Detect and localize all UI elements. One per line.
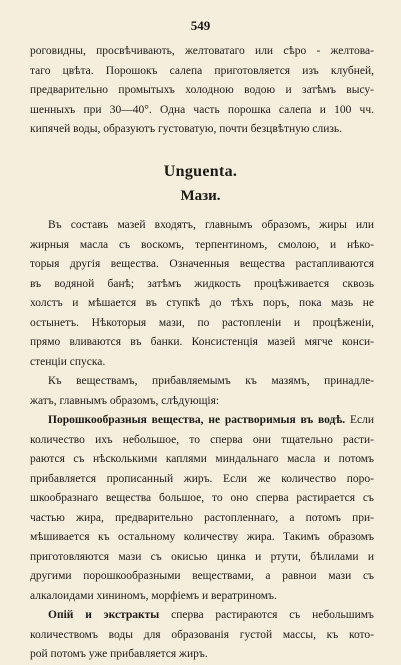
text-line (30, 411, 374, 431)
text-line (30, 509, 374, 529)
line-text: количествомъ воды для образованія густой массы, къ кото- (30, 628, 374, 641)
line-text: мѣшивается къ остальному количеству жира. Такимъ образомъ (30, 531, 374, 543)
intro-paragraph (30, 42, 374, 140)
text-line (30, 567, 374, 587)
line-text: количество ихъ небольшое, то сперва они тщательно расти- (30, 433, 374, 446)
section-subtitle: Мази. (180, 188, 221, 204)
text-line (30, 548, 374, 568)
text-line (30, 372, 374, 392)
line-text: прямо вливаются въ банки. Консистенція мазей мягче конси- (30, 336, 374, 348)
text-line (30, 470, 374, 490)
text-line: предварительно промытыхъ холодною водою и затѣмъ высу- (30, 84, 374, 96)
line-text: прибавляется прописанный жиръ. Если же количество поро- (30, 472, 374, 485)
line-text: частью жира, предварительно растопленнаго, а потомъ при- (30, 511, 374, 524)
text-line: кипячей воды, образуютъ густоватую, почти безцвѣтную слизь. (30, 123, 343, 135)
line-text: приготовляются мази съ окисью цинка и ртути, бѣлилами и (30, 550, 374, 563)
text-line: шенныхъ при 30—40°. Одна часть порошка салепа и 100 чч. (30, 103, 374, 116)
text-line (30, 450, 374, 470)
text-line (30, 353, 374, 373)
line-text: стенціи спуска. (30, 355, 106, 368)
section-title: Unguenta. (163, 163, 238, 180)
line-text: алкалоидами хининомъ, морфіемъ и вератриномъ. (30, 589, 277, 602)
line-text: жатъ, главнымъ образомъ, слѣдующія: (30, 394, 220, 407)
line-text: другими порошкообразными веществами, а равнои мази съ (30, 570, 374, 582)
text-line (30, 294, 374, 314)
text-line (30, 236, 374, 256)
text-line (30, 606, 374, 626)
text-line (30, 333, 374, 353)
text-line (30, 489, 374, 509)
line-text: Въ составъ мазей входятъ, главнымъ образомъ, жиры или (48, 219, 374, 231)
line-text: въ водяной банѣ; затѣмъ жидкость процѣживается сквозь (30, 277, 374, 290)
text-line (30, 431, 374, 451)
line-text: остынетъ. Нѣкоторыя мази, по растопленіи и процѣженіи, (30, 316, 374, 329)
text-line (30, 216, 374, 236)
line-text: торыя другія вещества. Означенныя вещества растапливаются (30, 258, 374, 270)
text-line (30, 587, 374, 607)
line-text: раются съ нѣсколькими каплями миндальнаго масла и потомъ (30, 453, 374, 465)
text-line (30, 314, 374, 334)
text-line: роговидны, просвѣчивають, желтоватаго или сѣро - желтова- (30, 45, 374, 57)
line-text: жирныя масла съ воскомъ, терпентиномъ, смолою, и нѣко- (30, 238, 374, 251)
text-line (30, 528, 374, 548)
line-text: Къ веществамъ, прибавляемымъ къ мазямъ, принадле- (48, 375, 374, 387)
bold-heading: Опій и экстракты (48, 609, 160, 621)
line-text: сперва растираются съ небольшимъ (159, 609, 374, 621)
text-line (30, 255, 374, 275)
line-text: рой потомъ уже прибавляется жиръ. (30, 648, 208, 660)
section-body (30, 216, 374, 665)
line-text: шкообразнаго вещества большое, то оно сперва растирается съ (30, 492, 374, 504)
text-line (30, 645, 374, 665)
text-line (30, 275, 374, 295)
line-text: холстъ и мѣшается въ ступкѣ до тѣхъ поръ, пока мазь не (30, 297, 374, 309)
bold-heading: Порошкообразныя вещества, не растворимыя въ водѣ. (48, 414, 346, 426)
text-line (30, 392, 374, 412)
text-line (30, 626, 374, 646)
page-number: 549 (190, 18, 211, 33)
text-line: таго цвѣта. Порошокъ салепа приготовляется изъ клубней, (30, 64, 374, 77)
line-text: Если (345, 414, 374, 426)
